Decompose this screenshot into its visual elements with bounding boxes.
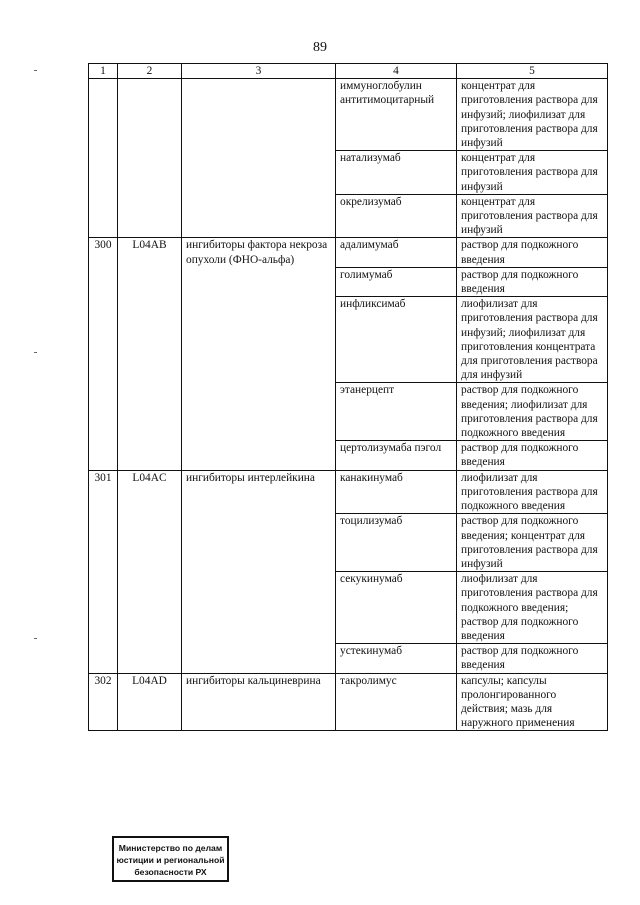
row-number-cell: 300 [89, 238, 118, 470]
drug-name-cell: окрелизумаб [336, 194, 457, 238]
dosage-form-cell: лиофилизат для приготовления раствора для подкожного введения; раствор для подкожного введения [457, 572, 608, 644]
dosage-form-cell: концентрат для приготовления раствора для инфузий; лиофилизат для приготовления раствора для инфузий [457, 79, 608, 151]
drug-name-cell: голимумаб [336, 267, 457, 296]
drug-name-cell: инфликсимаб [336, 297, 457, 383]
stamp-line: Министерство по делам [118, 843, 223, 853]
ministry-stamp [112, 836, 229, 882]
column-number: 4 [336, 64, 457, 79]
column-number: 2 [118, 64, 182, 79]
row-number-cell: 301 [89, 470, 118, 673]
stamp-line: безопасности РХ [134, 867, 207, 877]
drug-list-table [88, 63, 608, 731]
dosage-form-cell: раствор для подкожного введения [457, 644, 608, 673]
column-number-row [89, 64, 608, 79]
dosage-form-cell: раствор для подкожного введения; лиофилизат для приготовления раствора для подкожного введения [457, 383, 608, 441]
dosage-form-cell: капсулы; капсулы пролонгированного действия; мазь для наружного применения [457, 673, 608, 731]
dosage-form-cell: раствор для подкожного введения [457, 238, 608, 267]
stamp-line: юстиции и региональной [116, 855, 225, 865]
table-row [89, 79, 608, 151]
dosage-form-cell: раствор для подкожного введения [457, 441, 608, 470]
table-row [89, 470, 608, 514]
column-number: 1 [89, 64, 118, 79]
drug-name-cell: адалимумаб [336, 238, 457, 267]
drug-name-cell: канакинумаб [336, 470, 457, 514]
drug-name-cell: этанерцепт [336, 383, 457, 441]
atc-code-cell: L04AB [118, 238, 182, 470]
group-name-cell: ингибиторы кальциневрина [182, 673, 336, 731]
scan-edge-mark [34, 638, 37, 639]
row-number-cell [89, 79, 118, 238]
page-number: 89 [313, 40, 327, 55]
dosage-form-cell: раствор для подкожного введения; концентрат для приготовления раствора для инфузий [457, 514, 608, 572]
row-number-cell: 302 [89, 673, 118, 731]
group-name-cell: ингибиторы интерлейкина [182, 470, 336, 673]
drug-name-cell: устекинумаб [336, 644, 457, 673]
drug-name-cell: такролимус [336, 673, 457, 731]
table-row [89, 238, 608, 267]
scan-edge-mark [34, 352, 37, 353]
scan-edge-mark [34, 70, 37, 71]
group-name-cell: ингибиторы фактора некроза опухоли (ФНО-альфа) [182, 238, 336, 470]
table-row [89, 673, 608, 731]
atc-code-cell: L04AD [118, 673, 182, 731]
drug-name-cell: иммуноглобулин антитимоцитарный [336, 79, 457, 151]
drug-name-cell: натализумаб [336, 151, 457, 195]
drug-name-cell: секукинумаб [336, 572, 457, 644]
dosage-form-cell: лиофилизат для приготовления раствора для инфузий; лиофилизат для приготовления концентрата для приготовления раствора для инфузий [457, 297, 608, 383]
dosage-form-cell: концентрат для приготовления раствора для инфузий [457, 151, 608, 195]
dosage-form-cell: концентрат для приготовления раствора для инфузий [457, 194, 608, 238]
drug-name-cell: цертолизумаба пэгол [336, 441, 457, 470]
table-body [89, 79, 608, 731]
atc-code-cell [118, 79, 182, 238]
dosage-form-cell: лиофилизат для приготовления раствора для подкожного введения [457, 470, 608, 514]
column-number: 3 [182, 64, 336, 79]
atc-code-cell: L04AC [118, 470, 182, 673]
group-name-cell [182, 79, 336, 238]
drug-name-cell: тоцилизумаб [336, 514, 457, 572]
column-number: 5 [457, 64, 608, 79]
dosage-form-cell: раствор для подкожного введения [457, 267, 608, 296]
